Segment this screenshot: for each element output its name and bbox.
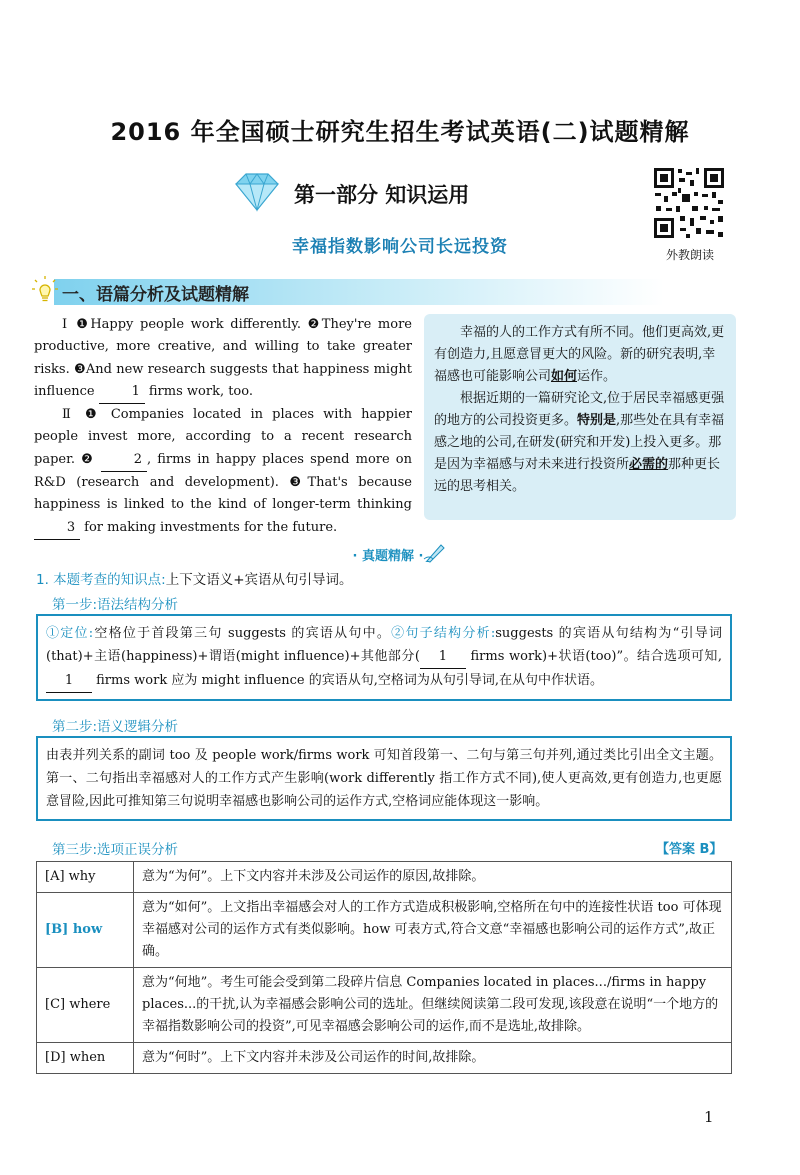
option-row-d	[37, 1043, 732, 1074]
translation-text: 那种更长远的思考相关。	[434, 457, 721, 494]
sentence-number: ❷	[307, 317, 322, 332]
paragraph-marker: Ⅱ	[62, 407, 76, 423]
step-3-title: 第三步:选项正误分析	[52, 842, 179, 858]
qr-caption: 外教朗读	[665, 248, 714, 262]
step-2-title: 第二步:语义逻辑分析	[52, 719, 179, 735]
article-title: 幸福指数影响公司长远投资	[292, 237, 508, 257]
passage-paragraph-1	[34, 314, 412, 404]
structure-text: firms work)+状语(too)”。结合选项可知,	[465, 649, 722, 664]
chinese-translation-box	[424, 314, 736, 520]
sentence-text: , firms in happy places spend more on R&D (research and development).	[34, 451, 413, 491]
section-heading-bar	[32, 276, 772, 306]
sentence-text: Happy people work differently.	[90, 317, 308, 332]
page-number: 1	[704, 1108, 714, 1126]
answer-badge: 【答案 B】	[656, 842, 723, 857]
structure-text: firms work 应为 might influence 的宾语从句,空格词为从句引导词,在从句中作状语。	[92, 673, 604, 688]
paragraph-marker: Ⅰ	[62, 317, 70, 332]
option-row-c	[37, 968, 732, 1043]
locate-text: 空格位于首段第三句 suggests 的宾语从句中。	[93, 626, 392, 641]
translation-text: 根据近期的一篇研究论文,位于居民幸福感更强的地方的公司投资更多。	[434, 391, 725, 428]
blank-1-ref: 1	[420, 645, 466, 669]
step-2-box: 由表并列关系的副词 too 及 people work/firms work 可知首段第一、二句与第三句并列,通过类比引出全文主题。第一、二句指出幸福感对人的工作方式产生影响(work differently 指工作方式不同),使人更高效,更有创造力,也更愿意冒险,因此可推知第三句说明幸福感也影响公司的运作方式,空格词应能体现这一影响。	[36, 736, 732, 821]
sentence-text: for making investments for the future.	[80, 519, 338, 535]
part-title: 第一部分 知识运用	[294, 183, 470, 207]
sentence-text: Companies located in places with happier people invest more, according to a recent research paper.	[34, 407, 412, 467]
qr-code-icon[interactable]	[652, 166, 726, 240]
step-1-box	[36, 614, 732, 701]
sentence-number: ❷	[81, 451, 95, 467]
sentence-text: firms work, too.	[144, 383, 253, 399]
section-heading: 一、语篇分析及试题精解	[62, 285, 249, 305]
option-label: [A] why	[37, 862, 134, 893]
option-label: [D] when	[37, 1043, 134, 1074]
sentence-number: ❸	[74, 361, 86, 377]
locate-label: ①定位:	[46, 626, 94, 641]
option-explanation: 意为“何时”。上下文内容并未涉及公司运作的时间,故排除。	[134, 1043, 732, 1074]
knowledge-prefix: 1. 本题考查的知识点:	[36, 572, 166, 588]
sentence-text: That's because happiness is linked to the kind of longer-term thinking	[34, 475, 412, 513]
lightbulb-icon	[32, 276, 58, 310]
structure-text: suggests 的宾语从句结构为“引导词(that)+主语(happiness)+谓语(might influence)+其他部分(	[46, 626, 722, 664]
step-1-title: 第一步:语法结构分析	[52, 597, 179, 613]
options-table	[36, 861, 732, 1074]
translation-text: ,那些处在具有幸福感之地的公司,在研发(研究和开发)上投入更多。那是因为幸福感与对未来进行投资所	[434, 413, 725, 472]
option-label-correct: [B] how	[37, 893, 134, 968]
passage-paragraph-2	[34, 404, 412, 540]
sentence-number: ❸	[289, 475, 308, 491]
sentence-number: ❶	[76, 317, 91, 332]
translation-highlight: 如何	[551, 369, 578, 384]
part-heading	[228, 172, 469, 216]
translation-paragraph-1	[434, 322, 726, 388]
option-label: [C] where	[37, 968, 134, 1043]
diamond-icon	[228, 172, 286, 216]
translation-text: 运作。	[577, 369, 617, 384]
sentence-number: ❶	[85, 407, 102, 423]
translation-highlight: 必需的	[629, 457, 669, 472]
blank-1-ref: 1	[46, 669, 92, 693]
page-title: 2016 年全国硕士研究生招生考试英语(二)试题精解	[110, 118, 690, 146]
blank-1[interactable]: 1	[99, 381, 145, 404]
blank-2[interactable]: 2	[101, 449, 147, 472]
translation-text: 幸福的人的工作方式有所不同。他们更高效,更有创造力,且愿意冒更大的风险。新的研究表明,幸福感也可能影响公司	[434, 325, 725, 384]
option-row-b	[37, 893, 732, 968]
analysis-label	[0, 541, 800, 567]
option-explanation: 意为“为何”。上下文内容并未涉及公司运作的原因,故排除。	[134, 862, 732, 893]
structure-label: ②句子结构分析:	[391, 626, 496, 641]
sentence-text: They're more productive, more creative, and willing to take greater risks.	[34, 317, 412, 377]
english-passage	[34, 314, 412, 540]
question-knowledge	[36, 568, 353, 588]
blank-3[interactable]: 3	[34, 517, 80, 540]
pen-icon	[423, 541, 447, 567]
sentence-text: And new research suggests that happiness might influence	[34, 361, 412, 399]
knowledge-text: 上下文语义+宾语从句引导词。	[165, 572, 353, 588]
option-explanation: 意为“何地”。考生可能会受到第二段碎片信息 Companies located in places.../firms in happy places...的干扰,认为幸福感会影响公司的选址。但继续阅读第二段可发现,该段意在说明“一个地方的幸福指数影响公司的投资”,可见幸福感会影响公司的运作,而不是选址,故排除。	[134, 968, 732, 1043]
translation-paragraph-2	[434, 388, 726, 498]
analysis-label-text: · 真题精解 ·	[352, 548, 424, 564]
option-explanation: 意为“如何”。上文指出幸福感会对人的工作方式造成积极影响,空格所在句中的连接性状语 too 可体现幸福感对公司的运作方式有类似影响。how 可表方式,符合文意“幸福感也影响公司的运作方式”,故正确。	[134, 893, 732, 968]
translation-highlight: 特别是	[577, 413, 617, 428]
option-row-a	[37, 862, 732, 893]
